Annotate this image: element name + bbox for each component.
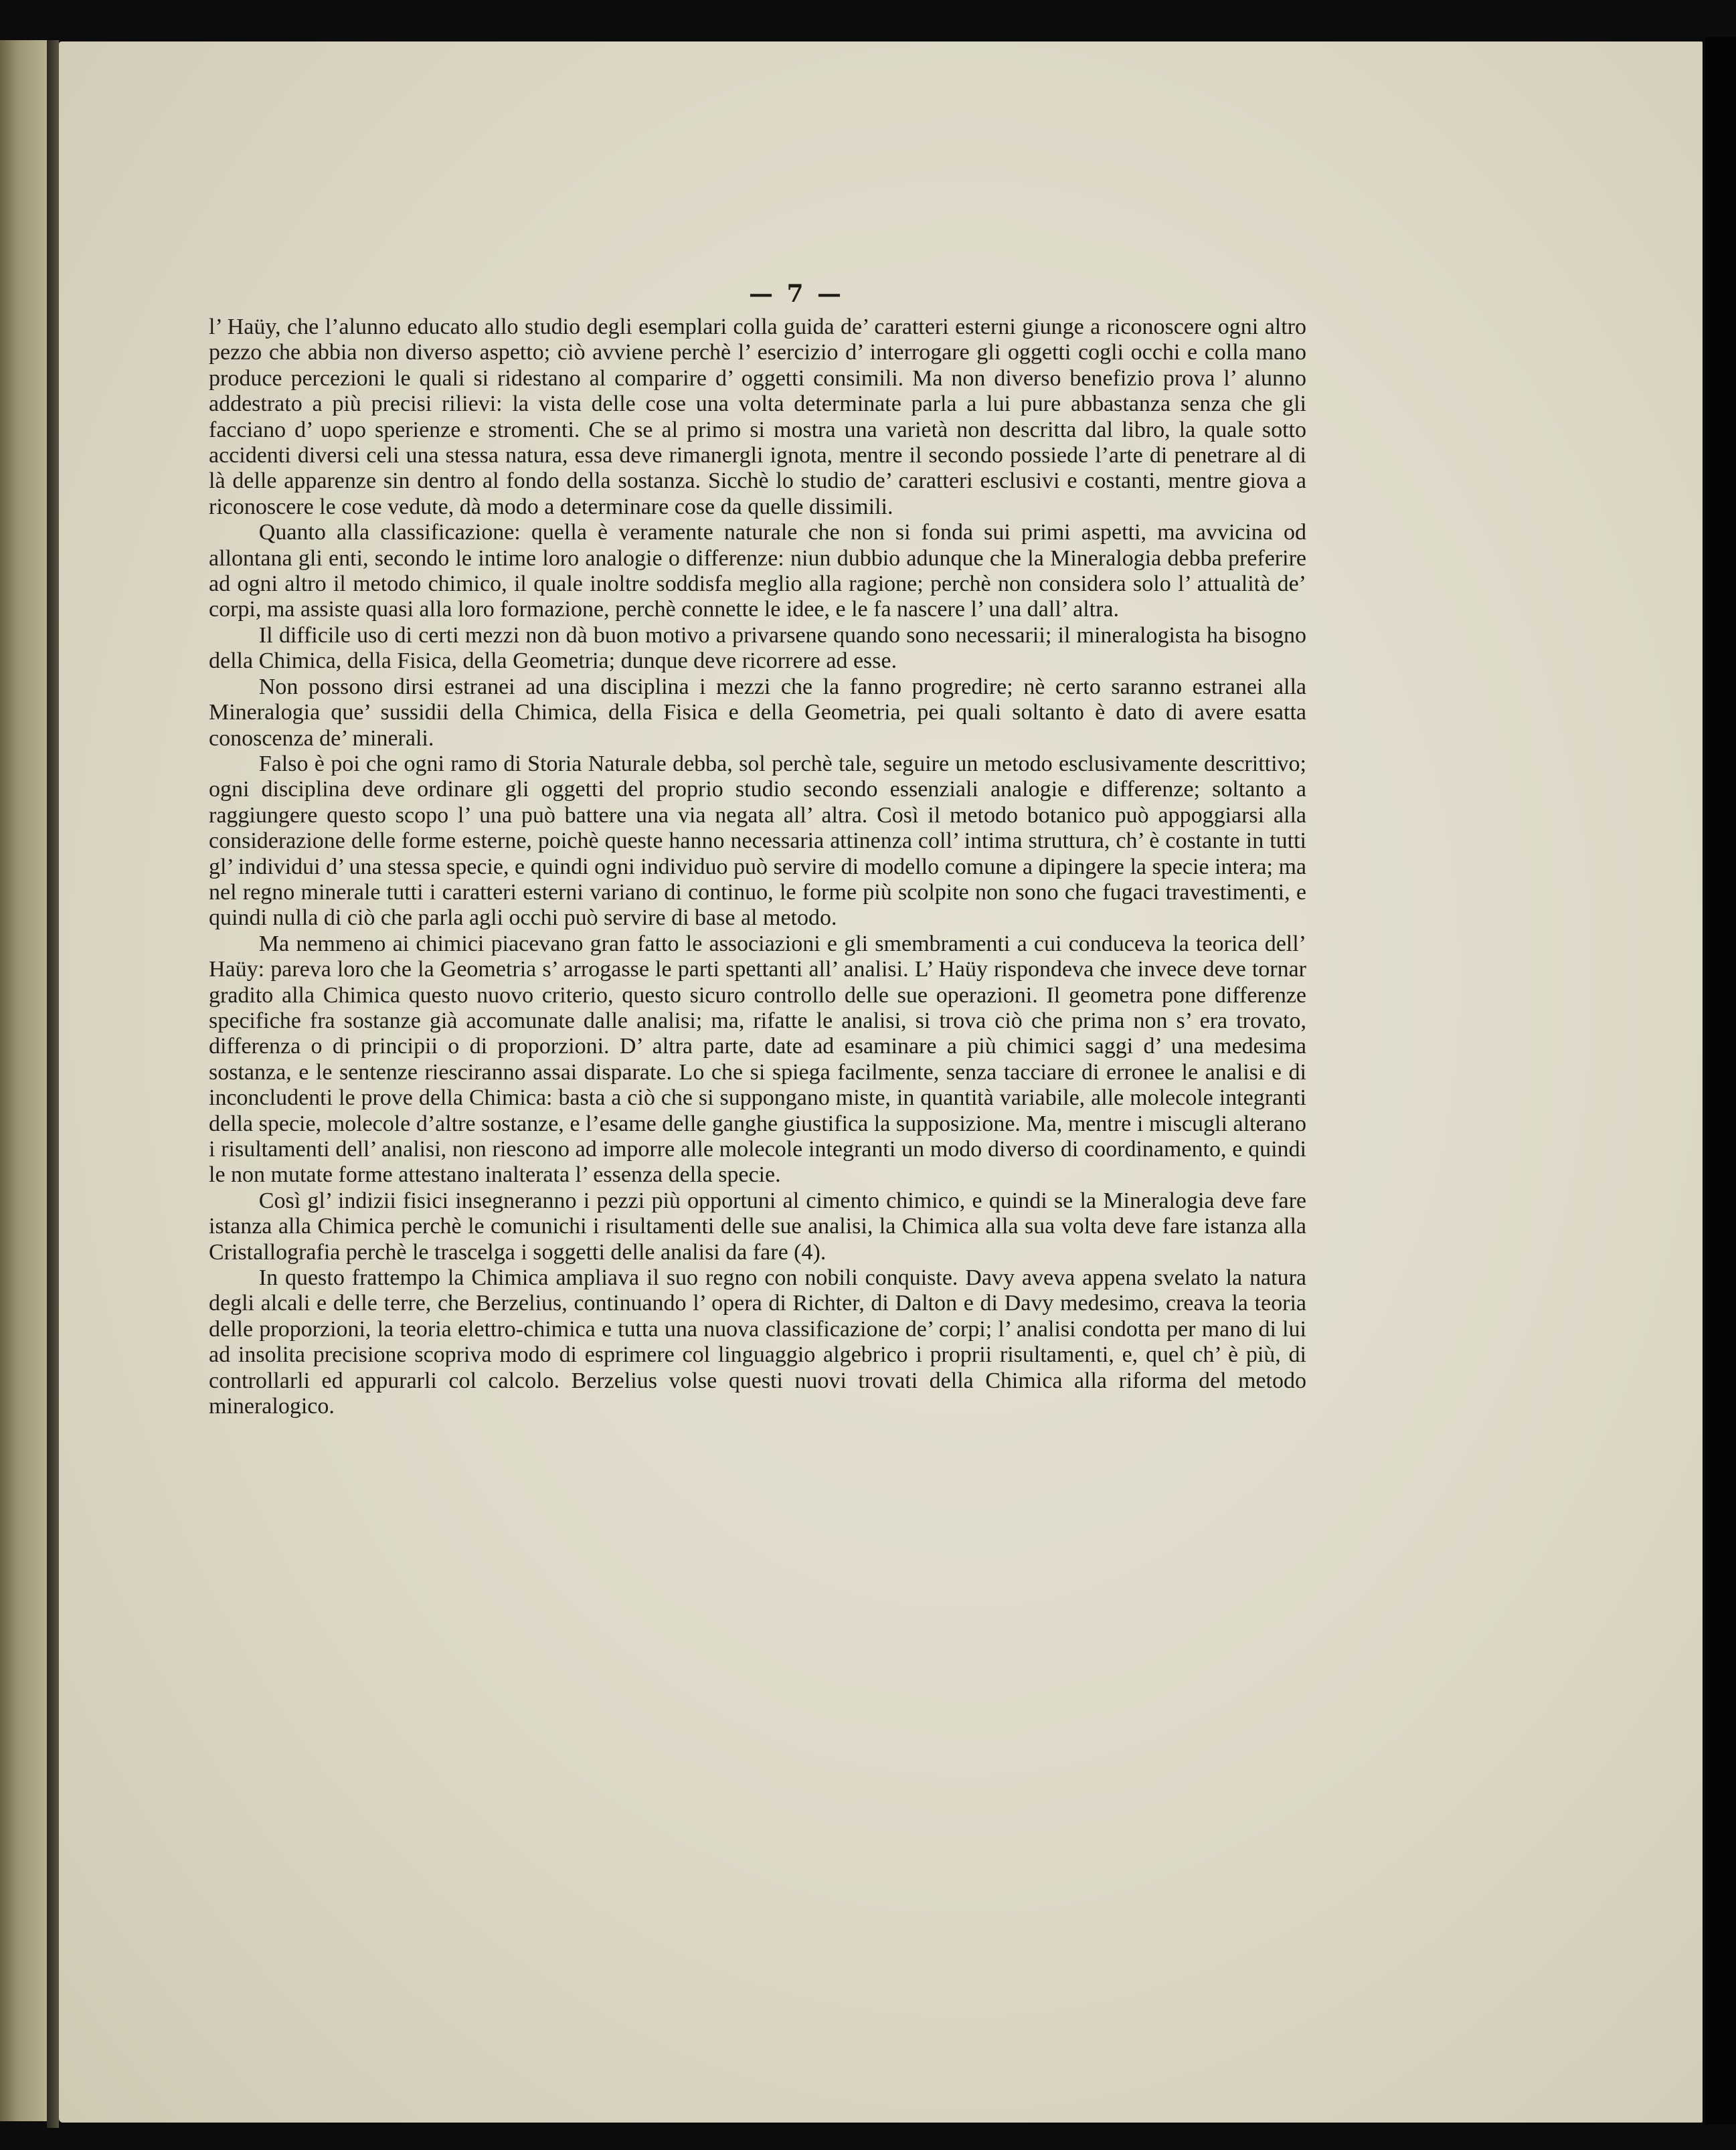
paragraph-6: Ma nemmeno ai chimici piacevano gran fatto le associazioni e gli smembramenti a cui conduceva la teorica dell’ Haüy: pareva loro che la Geometria s’ arrogasse le parti spettanti all’ analisi. L’ Haüy rispondeva che invece deve tornar gradito alla Chimica questo nuovo criterio, questo sicuro controllo delle sue operazioni. Il geometra pone differenze specifiche fra sostanze già accomunate dalle analisi; ma, rifatte le analisi, si trova ciò che prima non s’ era trovato, differenza o di principii o di proporzioni. D’ altra parte, date ad esaminare a più chimici saggi d’ una medesima sostanza, e le sentenze riesciranno assai disparate. Lo che si spiega facilmente, senza tacciare di erronee le analisi e di inconcludenti le prove della Chimica: basta a ciò che si suppongano miste, in quantità variabile, alle molecole integranti della specie, molecole d’altre sostanze, e l’esame delle ganghe giustifica la supposizione. Ma, mentre i miscugli alterano i risultamenti dell’ analisi, non riescono ad imporre alle molecole integranti un modo diverso di coordinamento, e quindi le non mutate forme attestano inalterata l’ essenza della specie. — [209, 931, 1306, 1188]
scan-border-right — [1705, 37, 1736, 2125]
paragraph-8: In questo frattempo la Chimica ampliava il suo regno con nobili conquiste. Davy aveva appena svelato la natura degli alcali e delle terre, che Berzelius, continuando l’ opera di Richter, di Dalton e di Davy medesimo, creava la teoria delle proporzioni, la teoria elettro-chimica e tutta una nuova classificazione de’ corpi; l’ analisi condotta per mano di lui ad insolita precisione scopriva modo di esprimere col linguaggio algebrico i proprii risultamenti, e, quel ch’ è più, di controllarli ed appurarli col calcolo. Berzelius volse questi nuovi trovati della Chimica alla riforma del metodo mineralogico. — [209, 1265, 1306, 1419]
paragraph-5: Falso è poi che ogni ramo di Storia Naturale debba, sol perchè tale, seguire un metodo esclusivamente descrittivo; ogni disciplina deve ordinare gli oggetti del proprio studio secondo essenziali analogie e differenze; soltanto a raggiungere questo scopo l’ una può battere una via negata all’ altra. Così il metodo botanico può appoggiarsi alla considerazione delle forme esterne, poichè queste hanno necessaria attinenza coll’ intima struttura, ch’ è costante in tutti gl’ individui d’ una stessa specie, e quindi ogni individuo può servire di modello comune a dipingere la specie intera; ma nel regno minerale tutti i caratteri esterni variano di continuo, le forme più scolpite non sono che fugaci travestimenti, e quindi nulla di ciò che parla agli occhi può servire di base al metodo. — [209, 751, 1306, 931]
page-number: — 7 — — [748, 280, 845, 308]
paragraph-1: l’ Haüy, che l’alunno educato allo studio degli esemplari colla guida de’ caratteri esterni giunge a riconoscere ogni altro pezzo che abbia non diverso aspetto; ciò avviene perchè l’ esercizio d’ interrogare gli oggetti cogli occhi e colla mano produce percezioni le quali si ridestano al comparire d’ oggetti consimili. Ma non diverso benefizio prova l’ alunno addestrato a più precisi rilievi: la vista delle cose una volta determinate parla a lui pure abbastanza senza che gli facciano d’ uopo sperienze e stromenti. Che se al primo si mostra una varietà non descritta dal libro, la quale sotto accidenti diversi celi una stessa natura, essa deve rimanergli ignota, mentre il secondo possiede l’arte di penetrare al di là delle apparenze sin dentro al fondo della sostanza. Sicchè lo studio de’ caratteri esclusivi e costanti, mentre giova a riconoscere le cose vedute, dà modo a determinare cose da quelle dissimili. — [209, 315, 1306, 519]
book-gutter — [47, 40, 59, 2128]
paragraph-7: Così gl’ indizii fisici insegneranno i pezzi più opportuni al cimento chimico, e quindi se la Mineralogia deve fare istanza alla Chimica perchè le comunichi i risultamenti delle sue analisi, la Chimica alla sua volta deve fare istanza alla Cristallografia perchè le trascelga i soggetti delle analisi da fare (4). — [209, 1188, 1306, 1265]
body-text — [209, 315, 1306, 1419]
paragraph-2: Quanto alla classificazione: quella è veramente naturale che non si fonda sui primi aspetti, ma avvicina od allontana gli enti, secondo le intime loro analogie o differenze: niun dubbio adunque che la Mineralogia debba preferire ad ogni altro il metodo chimico, il quale inoltre soddisfa meglio alla ragione; perchè non considera solo l’ attualità de’ corpi, ma assiste quasi alla loro formazione, perchè connette le idee, e le fa nascere l’ una dall’ altra. — [209, 520, 1306, 622]
facing-page-edge — [0, 40, 47, 2121]
paragraph-4: Non possono dirsi estranei ad una disciplina i mezzi che la fanno progredire; nè certo saranno estranei alla Mineralogia que’ sussidii della Chimica, della Fisica e della Geometria, pei quali soltanto è dato di avere esatta conoscenza de’ minerali. — [209, 674, 1306, 751]
paragraph-3: Il difficile uso di certi mezzi non dà buon motivo a privarsene quando sono necessarii; il mineralogista ha bisogno della Chimica, della Fisica, della Geometria; dunque deve ricorrere ad esse. — [209, 622, 1306, 674]
